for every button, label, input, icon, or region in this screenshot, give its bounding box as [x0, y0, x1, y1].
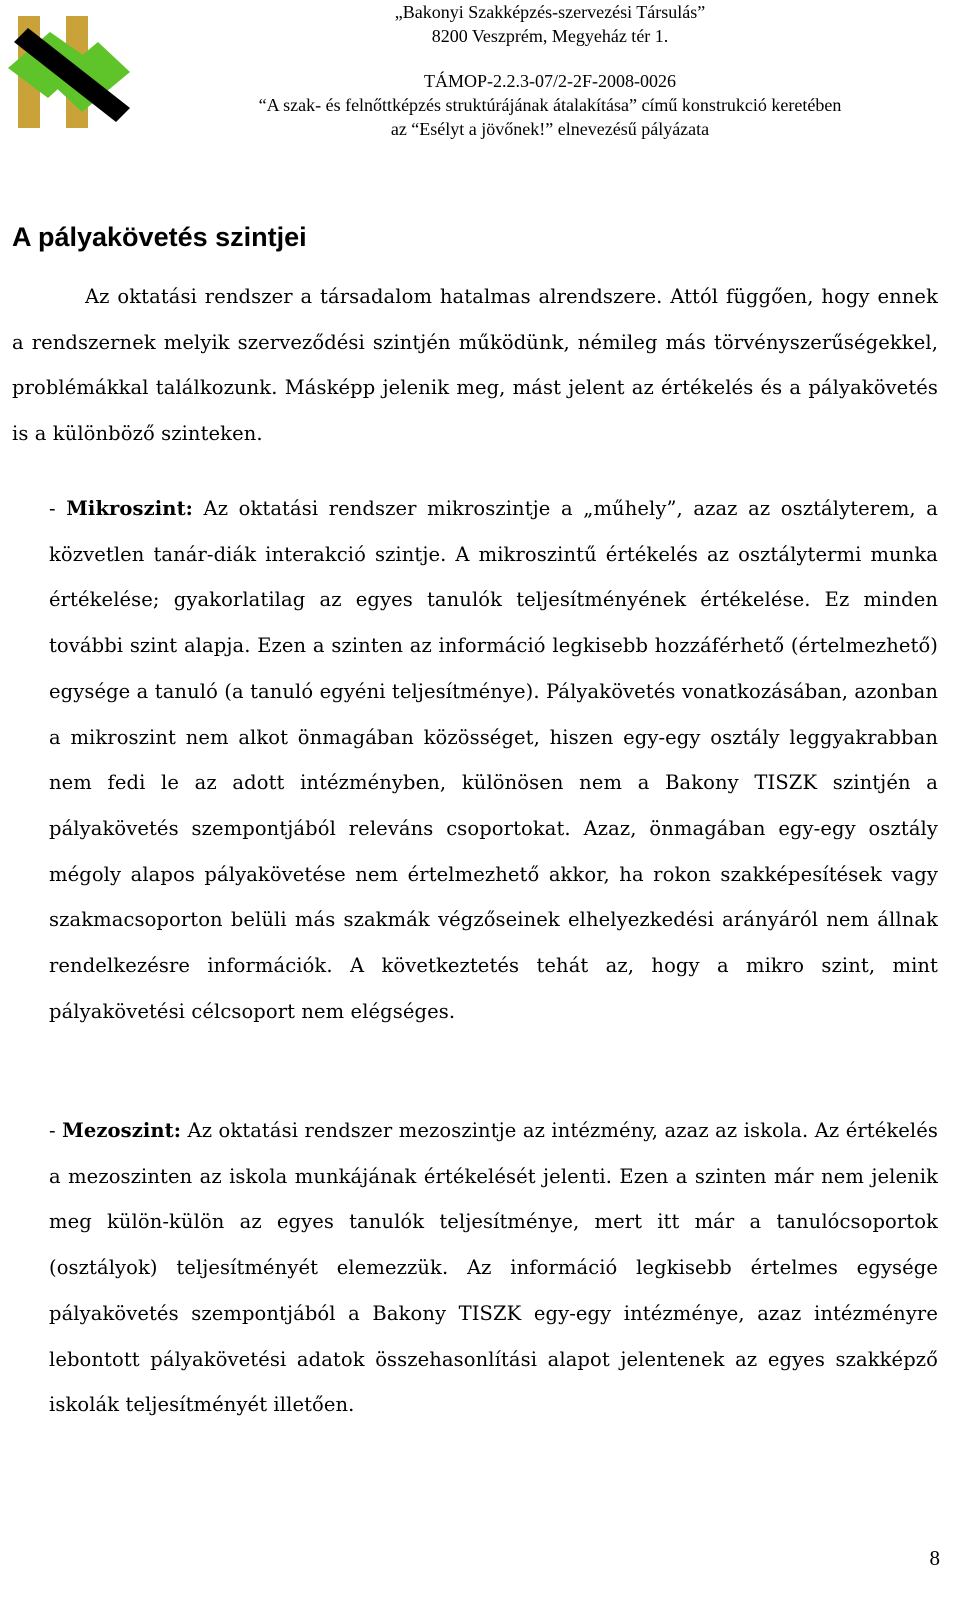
project-title-line-1: “A szak- és felnőttképzés struktúrájának átalakítása” című konstrukció keretében [258, 95, 842, 115]
micro-prefix: - [49, 497, 67, 520]
micro-level-label: Mikroszint: [66, 497, 193, 520]
project-title-line-2: az “Esélyt a jövőnek!” elnevezésű pályázata [390, 119, 710, 139]
project-code: TÁMOP-2.2.3-07/2-2F-2008-0026 [424, 71, 676, 91]
micro-level-paragraph [49, 486, 938, 1034]
micro-level-text: Az oktatási rendszer mikroszintje a „műhely”, azaz az osztályterem, a közvetlen tanár-diák interakció szintje. A mikroszintű értékelés az osztálytermi munka értékelése; gyakorlatilag az egyes tanulók teljesítményének értékelése. Ez minden további szint alapja. Ezen a szinten az információ legkisebb hozzáférhető (értelmezhető) egysége a tanuló (a tanuló egyéni teljesítménye). Pályakövetés vonatkozásában, azonban a mikroszint nem alkot önmagában közösséget, hiszen egy-egy osztály leggyakrabban nem fedi le az adott intézményben, különösen nem a Bakony TISZK szintjén a pályakövetés szempontjából releváns csoportokat. Azaz, önmagában egy-egy osztály mégoly alapos pályakövetése nem értelmezhető akkor, ha rokon szakképesítések vagy szakmacsoporton belüli más szakmák végzőseinek elhelyezkedési arányáról nem állnak rendelkezésre információk. A következtetés tehát az, hogy a mikro szint, mint pályakövetési célcsoport nem elégséges. [49, 497, 938, 1023]
page-number: 8 [929, 1546, 940, 1570]
intro-paragraph: Az oktatási rendszer a társadalom hatalmas alrendszere. Attól függően, hogy ennek a rendszernek melyik szerveződési szintjén működünk, némileg más törvényszerűségekkel, problémákkal találkozunk. Másképp jelenik meg, mást jelent az értékelés és a pályakövetés is a különböző szinteken. [12, 285, 938, 446]
organization-address: 8200 Veszprém, Megyeház tér 1. [431, 26, 669, 46]
project-header [140, 69, 960, 141]
meso-level-text: Az oktatási rendszer mezoszintje az intézmény, azaz az iskola. Az értékelés a mezoszinten az iskola munkájának értékelését jelenti. Ezen a szinten már nem jelenik meg külön-külön az egyes tanulók teljesítménye, mert itt már a tanulócsoportok (osztályok) teljesítményét elemezzük. Az információ legkisebb értelmes egysége pályakövetés szempontjából a Bakony TISZK egy-egy intézménye, azaz intézményre lebontott pályakövetési adatok összehasonlítási alapot jelentenek az egyes szakképző iskolák teljesítményét illetően. [49, 1119, 938, 1417]
meso-prefix: - [49, 1119, 63, 1142]
meso-level-label: Mezoszint: [62, 1119, 182, 1142]
organization-header [140, 0, 960, 48]
organization-name: „Bakonyi Szakképzés-szervezési Társulás” [394, 2, 706, 22]
bakonyi-tszk-logo [6, 12, 132, 132]
meso-level-paragraph [49, 1108, 938, 1428]
page-title: A pályakövetés szintjei [12, 222, 307, 252]
